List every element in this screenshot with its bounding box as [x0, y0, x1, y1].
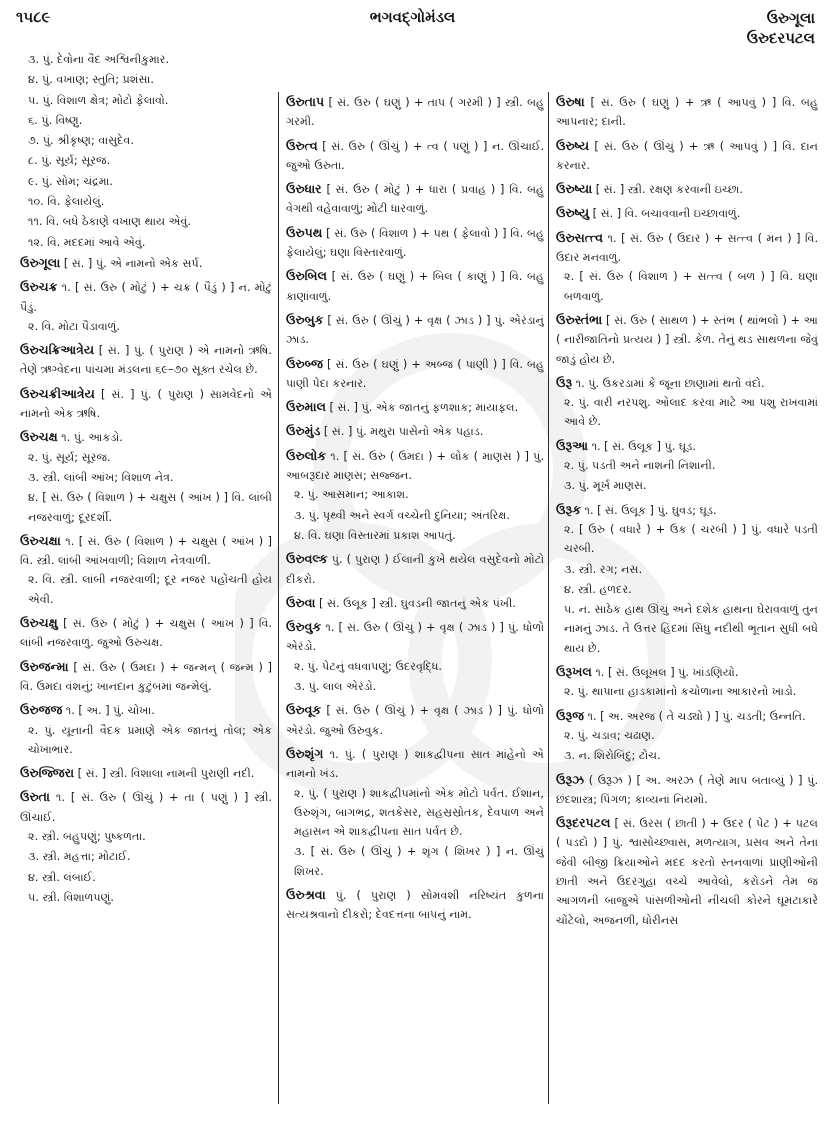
- sense-line: ૨. પું. થાપાના હાડકામાંનો કચોળાના આકારનો ખાડો.: [564, 685, 797, 699]
- headword: ઉરુમુંડ: [286, 423, 321, 439]
- dictionary-entry: [556, 500, 818, 658]
- headword: ઉરુચક્ષ: [20, 429, 58, 445]
- dictionary-entry: [20, 253, 272, 273]
- headword: ઉરૂઝ: [556, 771, 585, 787]
- entry-line: [556, 706, 818, 726]
- page-header: [0, 8, 825, 47]
- dictionary-entry: [286, 617, 544, 696]
- definition-text: [ સં. ] પું. એક જાતનું ફળશાક; માયાફલ.: [329, 401, 519, 415]
- headword: ઉરુતા: [20, 789, 50, 805]
- sense-line: ૨. પું. ( પુરાણ ) શાકદ્વીપમાંનો એક મોટો પર્વત. ઈશાન, ઉરુશૃંગ, બાગભદ્ર, શતકેસર, સહસ્રસ્રોતક, દેવપાળ અને મહાસન એ શાકદ્વીપના સાત પર્વત છે.: [294, 786, 544, 839]
- sense-line: ૨. પું. પડતી અને નાશની નિશાની.: [564, 459, 716, 473]
- dictionary-entry: [556, 203, 818, 223]
- definition-text: ૧. [ અ. અરજ ( તે ચડ્યો ) ] પું. ચડતી; ઉન્નતિ.: [587, 709, 806, 723]
- definition-text: ૧. [ સં. ઉરુ ( વિશાળ ) + ચક્ષુસ ( આંખ ) ] વિ. સ્ત્રી. લાંબી આંખવાળી; વિશાળ નેત્રવાળી.: [20, 534, 272, 568]
- entry-line: [556, 179, 818, 199]
- dictionary-entry: [20, 613, 272, 653]
- sense-line: ૨. પું. આસમાન; આકાશ.: [294, 488, 409, 502]
- headword: ઉરૂજ: [556, 707, 584, 723]
- dictionary-entry: [556, 228, 818, 306]
- definition-text: પું. ( પુરાણ ) સોમવંશી નરિષ્યંત કુળના સત્યશ્રવાનો દીકરો; દેવદત્તના બાપનું નામ.: [286, 888, 544, 922]
- dictionary-entry: [286, 223, 544, 263]
- headword: ઉરુલોક: [286, 447, 327, 463]
- entry-line: [20, 657, 272, 697]
- sense-line: ૩. સ્ત્રી. રગ; નસ.: [564, 562, 643, 576]
- entry-line: [20, 253, 272, 273]
- dictionary-entry: [286, 549, 544, 589]
- headword: ઉરૂખલ: [556, 664, 592, 680]
- dictionary-entry: [20, 657, 272, 697]
- dictionary-entry: [20, 700, 272, 759]
- column-2: [282, 50, 544, 1122]
- definition-text: [ સં. ઉરુ ( ઘણું ) + તાપ ( ગરમી ) ] સ્ત્રી. બહુ ગરમી.: [286, 96, 544, 129]
- sense-line: ૨. પું. યૂનાની વૈદક પ્રમાણે એક જાતનું તોલ; એક ચોખાભાર.: [28, 723, 272, 756]
- continuation-sense: ૧૦. વિ. ફેલાયેલું.: [28, 195, 105, 209]
- dictionary-entry: [286, 744, 544, 881]
- dictionary-entry: [286, 446, 544, 545]
- headword: ઉરુવૂક: [286, 702, 322, 718]
- entry-line: [20, 787, 272, 827]
- dictionary-entry: [286, 354, 544, 394]
- definition-text: [ સં. ] પું. એ નામનો એક સર્પ.: [63, 256, 203, 270]
- entry-line: [556, 228, 818, 268]
- headword: ઉરુગૂલા: [20, 254, 61, 270]
- definition-text: ૧. [ સં. ઉલૂક ] પું. ઘુવડ; ઘૂડ.: [584, 503, 717, 517]
- entry-line: [20, 700, 272, 720]
- page-number: ૧૫૮૯: [16, 8, 51, 26]
- guide-word-last: ઉરુદરપટલ: [746, 29, 815, 47]
- headword: ઉરુત્વ: [286, 137, 318, 153]
- definition-text: [ સં. ઉરુ ( ઊંચું ) + વૃક્ષ ( ઝાડ ) ] પું. ધોળો એરંડો. જુઓ ઉરુવુક.: [286, 704, 544, 737]
- column-divider: [278, 92, 279, 1104]
- entry-line: [20, 763, 272, 783]
- entry-line: [286, 397, 544, 417]
- headword: ઉરુબ્જ: [286, 355, 323, 371]
- headword: ઉરુષા: [556, 94, 585, 109]
- dictionary-entry: [286, 310, 544, 350]
- column-3: [552, 50, 818, 1122]
- definition-text: ૧. પું. આકડો.: [61, 431, 123, 445]
- definition-text: [ સં. ઉરુ ( વિશાળ ) + પથ ( ફેલાવો ) ] વિ. બહુ ફેલાયેલું; ઘણા વિસ્તારવાળું.: [286, 226, 544, 260]
- sense-line: ૨. પું. વારી નરપશુ. ઓલાદ કરવા માટે આ પશુ રાખવામાં આવે છે.: [564, 396, 818, 429]
- entry-line: [286, 885, 544, 925]
- headword: ઉરુચક્ષા: [20, 532, 61, 548]
- dictionary-entry: [286, 885, 544, 925]
- definition-text: ૧. પું. ( પુરાણ ) શાકદ્વીપના સાત માંહેનો એ નામનો ખંડ.: [286, 747, 544, 781]
- definition-text: [ સં. ઉરુ ( મોટું ) + ધારા ( પ્રવાહ ) ] વિ. બહુ વેગથી વહેવાવાળું; મોટી ધારવાળું.: [286, 183, 544, 216]
- headword: ઉરુશ્રવા: [286, 886, 326, 902]
- sense-line: ૩. સ્ત્રી. લાંબી આંખ; વિશાળ નેત્ર.: [28, 470, 174, 484]
- sense-line: ૪. [ સં. ઉરુ ( વિશાળ ) + ચક્ષુસ ( આંખ ) ] વિ. લાંબી નજરવાળું; દૂરદર્શી.: [28, 491, 272, 524]
- entry-line: [286, 593, 544, 613]
- dictionary-entry: [286, 266, 544, 306]
- sense-line: ૨. [ ઉરુ ( વધારે ) + ઉક ( ચરબી ) ] પું. વધારે પડતી ચરબી.: [564, 522, 818, 556]
- continuation-sense: ૬. પું. વિષ્ણુ.: [28, 113, 83, 127]
- continuation-sense: ૧૧. વિ. બધે ઠેકાણે વખાણ થાય એવું.: [28, 215, 191, 229]
- headword: ઉરુષ્યા: [556, 181, 593, 197]
- headword: ઉરુચક્ષુ: [20, 615, 58, 631]
- entry-line: [286, 223, 544, 263]
- definition-text: [ સં. ઉરુ ( ઘણું ) + ઋ ( આપવું ) ] વિ. બહુ આપનાર; દાની.: [556, 96, 818, 129]
- headword: ઉરૂક: [556, 501, 581, 517]
- definition-text: ૧. [ સં. ઉરુ ( ઊંચું ) + વૃક્ષ ( ઝાડ ) ] પું. ધોળો એરંડો.: [286, 621, 544, 654]
- entry-line: [556, 436, 818, 456]
- headword: ઉરુવુક: [286, 619, 322, 635]
- dictionary-entry: [20, 340, 272, 380]
- dictionary-entry: [286, 421, 544, 441]
- definition-text: ૧. [ સં. ઉલૂખલ ] પું. ખાંડણિયો.: [595, 666, 739, 680]
- sense-line: ૪. સ્ત્રી. લંબાઈ.: [28, 870, 96, 884]
- dictionary-entry: [286, 92, 544, 132]
- headword: ઉરુજન્મા: [20, 658, 69, 674]
- headword: ઉરુબિલ: [286, 268, 327, 284]
- sense-line: ૨. પું. સૂર્ય; સૂરજ.: [28, 450, 111, 464]
- dictionary-entry: [286, 136, 544, 176]
- dictionary-entry: [20, 277, 272, 336]
- headword: ઉરુચક્ર: [20, 279, 58, 295]
- definition-text: ૧. [ સં. ઉરુ ( ઉમદા ) + લોક ( માણસ ) ] પું. આબરૂદાર માણસ; સજ્જન.: [286, 449, 544, 483]
- entry-line: [286, 136, 544, 176]
- entry-line: [556, 92, 818, 132]
- entry-line: [286, 446, 544, 486]
- entry-line: [556, 203, 818, 223]
- headword: ઉરુમાલ: [286, 399, 326, 415]
- entry-line: [20, 277, 272, 317]
- guide-word-first: ઉરુગૂલા: [766, 9, 815, 27]
- headword: ઉરૂદરપટલ: [556, 815, 611, 831]
- dictionary-entry: [20, 531, 272, 609]
- sense-line: ૨. [ સં. ઉરુ ( વિશાળ ) + સત્ત્વ ( બળ ) ] વિ. ઘણા બળવાળું.: [564, 270, 818, 303]
- dictionary-entry: [556, 706, 818, 766]
- entry-line: [286, 617, 544, 657]
- dictionary-entry: [556, 436, 818, 496]
- headword: ઉરુશૃંગ: [286, 745, 324, 761]
- entry-line: [286, 549, 544, 589]
- dictionary-entry: [556, 179, 818, 199]
- headword: ઉરુપથ: [286, 224, 323, 240]
- entry-line: [286, 700, 544, 740]
- column-divider: [548, 92, 549, 1104]
- entry-line: [556, 136, 818, 176]
- definition-text: [ સં. ઉરુ ( ઊંચું ) + ઋ ( આપવું ) ] વિ. દાન કરનાર.: [556, 139, 818, 172]
- dictionary-entry: [556, 662, 818, 702]
- entry-line: [286, 354, 544, 394]
- headword: ઉરુજ્જિરા: [20, 765, 75, 781]
- entry-line: [556, 662, 818, 682]
- definition-text: [ સં. ઉલૂક ] સ્ત્રી. ઘુવડની જાતનું એક પંખી.: [319, 596, 516, 610]
- definition-text: [ સં. ઉરુ ( ઘણું ) + અબ્જ ( પાણી ) ] વિ. બહુ પાણી પેદા કરનાર.: [286, 357, 544, 390]
- headword: ઉરુજજ: [20, 702, 63, 718]
- sense-line: ૪. સ્ત્રી. હળદર.: [564, 582, 632, 596]
- dictionary-entry: [556, 92, 818, 132]
- dictionary-columns: [14, 50, 818, 1080]
- continuation-sense: ૩. પું. દેવોના વૈદ અશ્વિનીકુમાર.: [28, 53, 170, 66]
- dictionary-entry: [286, 700, 544, 740]
- entry-line: [20, 531, 272, 571]
- definition-text: [ સં. ] વિ. બચાવવાની ઇચ્છાવાળું.: [592, 207, 741, 221]
- definition-text: ૧. [ સં. ઉરુ ( મોટું ) + ચક્ર ( પૈડું ) ] ન. મોટું પૈડું.: [20, 281, 272, 314]
- entry-line: [20, 613, 272, 653]
- definition-text: [ સં. ઉરુ ( ઉમદા ) + જન્મન્ ( જન્મ ) ] વિ. ઉમદા વંશનું; ખાનદાન કુટુંબમાં જન્મેલું.: [20, 660, 272, 693]
- sense-line: ૨. પું. ચડાવ; ચઢાણ.: [564, 728, 655, 742]
- entry-line: [286, 179, 544, 219]
- continuation-sense: ૭. પું. શ્રીકૃષ્ણ; વાસુદેવ.: [28, 134, 134, 148]
- headword: ઉરુતાપ: [286, 94, 325, 109]
- definition-text: [ સં. ] પું. મથુરા પાસેનો એક પહાડ.: [323, 425, 484, 439]
- entry-line: [556, 813, 818, 930]
- headword: ઉરુવલ્ક: [286, 551, 328, 567]
- dictionary-entry: [556, 813, 818, 930]
- definition-text: ( ઉરૂઝ ) [ અ. અરઝ ( તેણે માપ બતાવ્યું ) ] પું. છંદશાસ્ત્ર; પિંગળ; કાવ્યનાં નિયમો.: [556, 773, 818, 806]
- continuation-sense: ૫. પું. વિશાળ ક્ષેત્ર; મોટો ફેલાવો.: [28, 93, 169, 107]
- dictionary-entry: [20, 427, 272, 526]
- headword: ઉરુસ્તંભા: [556, 311, 603, 327]
- headword: ઉરુચક્રિઆત્રેય: [20, 342, 95, 358]
- headword: ઉરુધાર: [286, 181, 322, 197]
- headword: ઉરુચક્રીઆત્રેય: [20, 385, 95, 401]
- entry-line: [556, 373, 818, 393]
- dictionary-entry: [556, 373, 818, 432]
- definition-text: ૧. [ સં. ઉરુ ( ઊંચું ) + તા ( પણું ) ] સ્ત્રી. ઊંચાઈ.: [20, 791, 272, 824]
- sense-line: ૩. [ સં. ઉરુ ( ઊંચું ) + શૃંગ ( શિખર ) ] ન. ઊંચું શિખર.: [294, 845, 544, 878]
- definition-text: ૧. પું. ઉકરડામાં કે જૂના છાણામાં થતો વંદો.: [575, 376, 765, 390]
- headword: ઉરુબુક: [286, 311, 324, 327]
- sense-line: ૫. સ્ત્રી. વિશાળપણું.: [28, 890, 114, 904]
- sense-line: ૨. પું. પેટનું વધવાપણું; ઉદરવૃદ્ધિ.: [294, 659, 442, 673]
- definition-text: [ સં. ઉરુ ( મોટું ) + ચક્ષુસ ( આંખ ) ] વિ. લાંબી નજરવાળું. જુઓ ઉરુચક્ષ.: [20, 617, 272, 650]
- sense-line: ૩. પું. પૃથ્વી અને સ્વર્ગ વચ્ચેની દુનિયા; અંતરિક્ષ.: [294, 508, 510, 522]
- sense-line: ૩. પું. મૂર્ખ માણસ.: [564, 479, 647, 493]
- headword: ઉરૂઆ: [556, 437, 589, 453]
- sense-line: ૫. ન. સાઠેક હાથ ઊંચું અને દશેક હાથના ઘેરાવવાળું તુન નામનું ઝાડ. તે ઉત્તર હિંદમાં સિંધુ નદીથી ભૂતાન સુધી બધે થાય છે.: [564, 603, 818, 655]
- entry-line: [556, 310, 818, 369]
- dictionary-entry: [20, 384, 272, 424]
- column-1: [20, 50, 272, 1080]
- definition-text: ૧. [ સં. ઉલૂક ] પું. ઘૂડ.: [591, 439, 696, 453]
- definition-text: [ સં. ઉરુ ( ઘણું ) + બિલ ( કાણું ) ] વિ. બહુ કાણાંવાળું.: [286, 270, 544, 303]
- entry-line: [286, 421, 544, 441]
- definition-text: ૧. [ અ. ] પું. ચોખા.: [65, 704, 155, 718]
- continuation-sense: ૯. પું. સોમ; ચંદ્રમા.: [28, 174, 113, 188]
- dictionary-entry: [556, 310, 818, 369]
- entry-line: [20, 384, 272, 424]
- dictionary-entry: [286, 397, 544, 417]
- continuation-sense: ૪. પું. વખાણ; સ્તુતિ; પ્રશંસા.: [28, 73, 154, 87]
- definition-text: [ સં. ઉરસ ( છાતી ) + ઉદર ( પેટ ) + પટલ ( પડદો ) ] પું. શ્વાસોચ્છ્વાસ, મળત્યાગ, પ્રસવ અને તેના જેવી બીજી ક્રિયાઓને મદદ કરતો સ્તનવાળાં પ્રાણીઓની છાતી અને ઉદરગુહા વચ્ચે આવેલો, કરોડને તેમ જ આગળની બાજુએ પાંસળીઓની નીચલી કોરને ઘૂમટાકારે ચોંટેલો, અજનળી, ધોરીનસ: [556, 817, 818, 927]
- definition-text: પું. ( પુરાણ ) ઈલાની કુખે થયેલ વસુદેવનો મોટો દીકરો.: [286, 553, 544, 586]
- entry-line: [286, 92, 544, 132]
- headword: ઉરુષ્યુ: [556, 205, 590, 221]
- entry-line: [556, 770, 818, 810]
- sense-line: ૨. વિ. સ્ત્રી. લાંબી નજરવાળી; દૂર નજર પહોંચતી હોય એવી.: [28, 573, 272, 606]
- sense-line: ૩. પું. લાલ એરંડો.: [294, 680, 377, 694]
- guide-words: [747, 8, 815, 48]
- sense-line: ૨. વિ. મોટા પૈડાવાળું.: [28, 319, 120, 333]
- entry-line: [20, 340, 272, 380]
- entry-line: [286, 744, 544, 784]
- sense-line: ૪. વિ. ઘણા વિસ્તારમાં પ્રકાશ આપતું.: [294, 528, 456, 542]
- definition-text: ૧. [ સં. ઉરુ ( ઉદાર ) + સત્ત્વ ( મન ) ] વિ. ઉદાર મનવાળું.: [556, 231, 818, 265]
- definition-text: [ સં. ] સ્ત્રી. રક્ષણ કરવાની ઇચ્છા.: [595, 183, 743, 197]
- definition-text: [ સં. ] પું. ( પુરાણ ) સામવેદનો એ નામનો એક ઋષિ.: [20, 387, 272, 421]
- dictionary-entry: [20, 763, 272, 783]
- sense-line: ૩. સ્ત્રી. મહત્તા; મોટાઈ.: [28, 850, 131, 864]
- entry-line: [556, 500, 818, 520]
- definition-text: [ સં. ઉરુ ( સાથળ ) + સ્તંભ ( થાંભલો ) + આ ( નારીજાતિનો પ્રત્યય ) ] સ્ત્રી. કેળ. તેનું થડ સાથળના જેવું જાડું હોય છે.: [556, 313, 818, 366]
- dictionary-entry: [556, 770, 818, 810]
- headword: ઉરુષ્ય: [556, 137, 590, 153]
- definition-text: [ સં. ] સ્ત્રી. વિશાલા નામની પુરાણી નદી.: [77, 767, 255, 781]
- definition-text: [ સં. ઉરુ ( ઊંચું ) + ત્વ ( પણું ) ] ન. ઊંચાઈ. જુઓ ઉરુતા.: [286, 139, 544, 172]
- sense-line: ૩. ન. શિરોબિંદુ; ટોચ.: [564, 749, 661, 763]
- dictionary-entry: [20, 787, 272, 907]
- book-title: ભગવદ્ગોમંડલ: [369, 8, 456, 26]
- sense-line: ૨. સ્ત્રી. બહુપણું; પુષ્કળતા.: [28, 829, 146, 843]
- entry-line: [20, 427, 272, 447]
- dictionary-entry: [556, 136, 818, 176]
- dictionary-entry: [286, 179, 544, 219]
- dictionary-entry: [286, 593, 544, 613]
- entry-line: [286, 266, 544, 306]
- definition-text: [ સં. ઉરુ ( ઊંચું ) + વૃક્ષ ( ઝાડ ) ] પું. એરંડાનું ઝાડ.: [286, 313, 544, 347]
- headword: ઉરૂ: [556, 374, 573, 390]
- definition-text: [ સં. ] પું. ( પુરાણ ) એ નામનો ઋષિ. તેણે ઋગ્વેદના પાંચમા મંડલના ૬૯–૭૦ સૂક્ત રચેલ છે.: [20, 344, 272, 377]
- headword: ઉરુસત્ત્વ: [556, 229, 603, 245]
- continuation-sense: ૧૨. વિ. મદદમાં આવે એવું.: [28, 235, 146, 249]
- continuation-sense: ૮. પું. સૂર્ય; સૂરજ.: [28, 154, 111, 168]
- entry-line: [286, 310, 544, 350]
- headword: ઉરુવા: [286, 594, 316, 610]
